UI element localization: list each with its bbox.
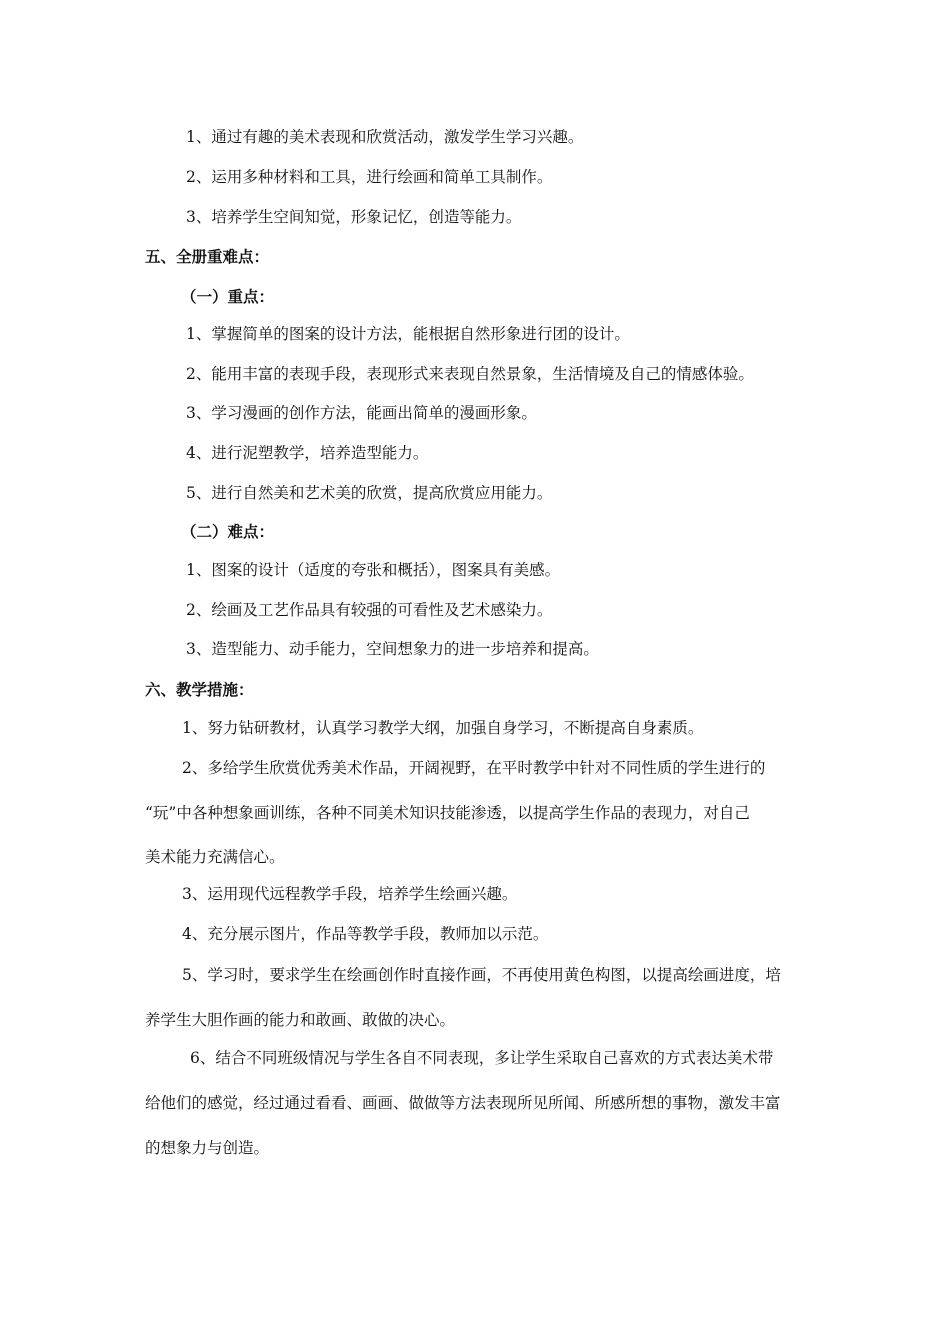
measure-item-2-line-3: 美术能力充满信心。 bbox=[145, 848, 285, 866]
difficulty-item-2: 2、绘画及工艺作品具有较强的可看性及艺术感染力。 bbox=[186, 601, 553, 619]
subheading-focus: （一）重点： bbox=[181, 287, 275, 306]
measure-item-2-line-1: 2、多给学生欣赏优秀美术作品，开阔视野，在平时教学中针对不同性质的学生进行的 bbox=[182, 759, 766, 777]
measure-item-6-line-1: 6、结合不同班级情况与学生各自不同表现，多让学生采取自己喜欢的方式表达美术带 bbox=[190, 1049, 774, 1067]
section-heading-measures: 六、教学措施： bbox=[145, 680, 254, 699]
measure-item-2-line-2: “玩”中各种想象画训练，各种不同美术知识技能渗透，以提高学生作品的表现力，对自己 bbox=[145, 804, 750, 822]
difficulty-item-1: 1、图案的设计（适度的夸张和概括），图案具有美感。 bbox=[186, 561, 561, 579]
subheading-difficulty: （二）难点： bbox=[181, 522, 275, 541]
section-heading-key-points: 五、全册重难点： bbox=[145, 247, 270, 266]
goal-item-3: 3、培养学生空间知觉，形象记忆，创造等能力。 bbox=[186, 208, 522, 226]
measure-item-3: 3、运用现代远程教学手段，培养学生绘画兴趣。 bbox=[182, 885, 518, 903]
measure-item-1: 1、努力钻研教材，认真学习教学大纲，加强自身学习，不断提高自身素质。 bbox=[182, 719, 704, 737]
goal-item-1: 1、通过有趣的美术表现和欣赏活动，激发学生学习兴趣。 bbox=[186, 128, 584, 146]
measure-item-4: 4、充分展示图片，作品等教学手段，教师加以示范。 bbox=[182, 925, 549, 943]
focus-item-5: 5、进行自然美和艺术美的欣赏，提高欣赏应用能力。 bbox=[186, 484, 553, 502]
measure-item-6-line-3: 的想象力与创造。 bbox=[145, 1139, 270, 1157]
focus-item-4: 4、进行泥塑教学，培养造型能力。 bbox=[186, 444, 429, 462]
measure-item-5-line-1: 5、学习时，要求学生在绘画创作时直接作画，不再使用黄色构图，以提高绘画进度，培 bbox=[182, 966, 781, 984]
measure-item-5-line-2: 养学生大胆作画的能力和敢画、敢做的决心。 bbox=[145, 1011, 456, 1029]
focus-item-2: 2、能用丰富的表现手段，表现形式来表现自然景象，生活情境及自己的情感体验。 bbox=[186, 365, 754, 383]
focus-item-1: 1、掌握简单的图案的设计方法，能根据自然形象进行团的设计。 bbox=[186, 325, 630, 343]
goal-item-2: 2、运用多种材料和工具，进行绘画和简单工具制作。 bbox=[186, 168, 553, 186]
focus-item-3: 3、学习漫画的创作方法，能画出简单的漫画形象。 bbox=[186, 404, 537, 422]
measure-item-6-line-2: 给他们的感觉，经过通过看看、画画、做做等方法表现所见所闻、所感所想的事物，激发丰富 bbox=[145, 1094, 781, 1112]
difficulty-item-3: 3、造型能力、动手能力，空间想象力的进一步培养和提高。 bbox=[186, 640, 599, 658]
